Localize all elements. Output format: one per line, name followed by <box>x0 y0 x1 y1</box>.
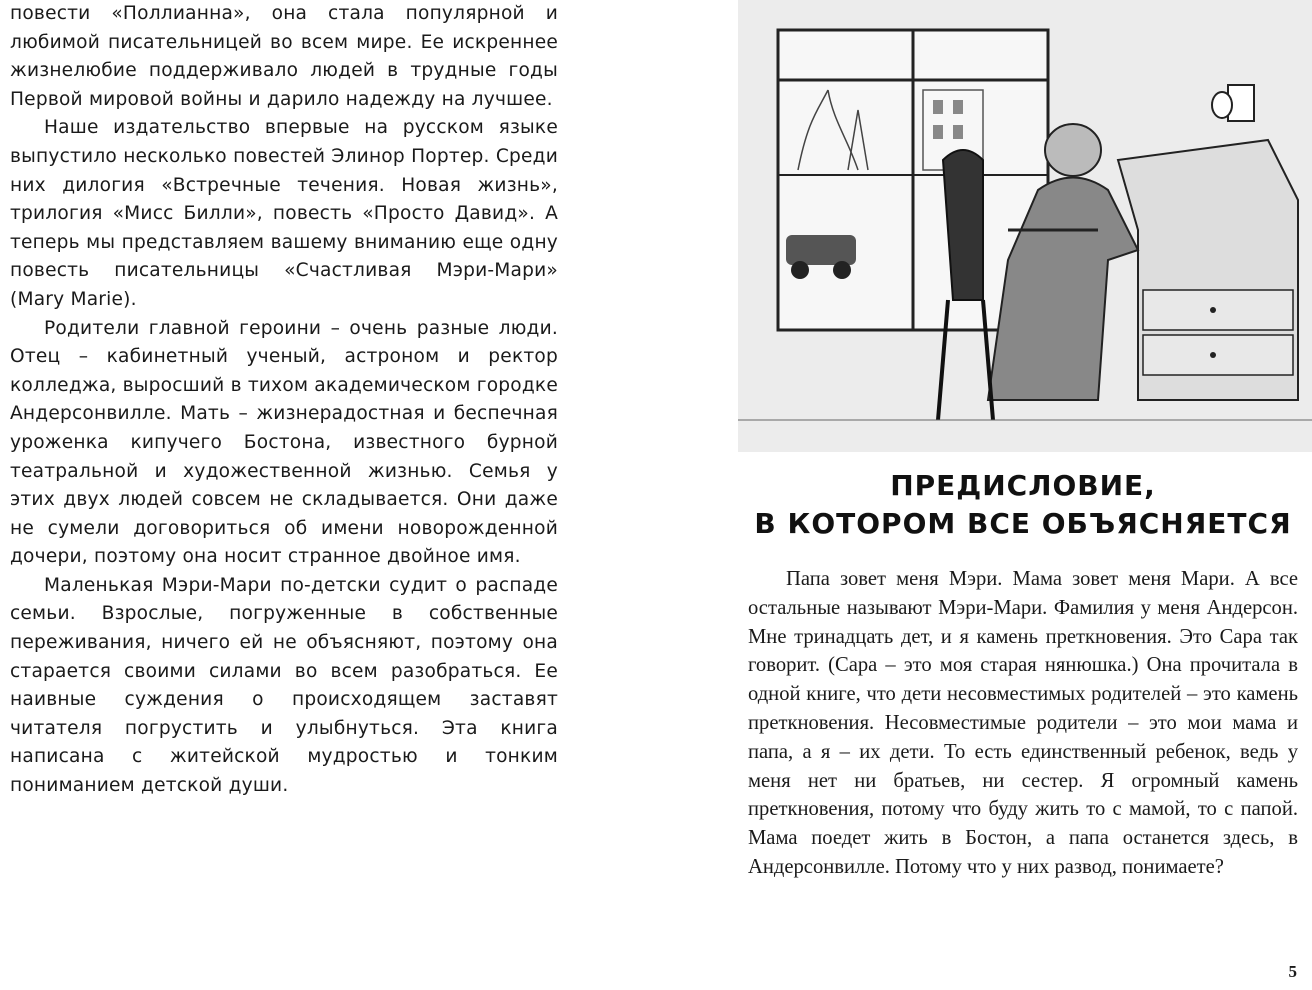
left-paragraph-4: Маленькая Мэри-Мари по-детски судит о распаде семьи. Взрослые, погруженные в собственные переживания, ничего ей не объясняют, поэтому она старается своими силами во всем разобраться. Ее наивные суждения о происходящем заставят читателя погрустить и улыбнуться. Эта книга написана с житейской мудростью и тонким пониманием детской души. <box>10 574 558 797</box>
woman-writing-at-desk-illustration <box>738 0 1312 452</box>
page-number: 5 <box>1288 962 1297 981</box>
left-paragraph-3: Родители главной героини – очень разные люди. Отец – кабинетный ученый, астроном и ректор колледжа, выросший в тихом академическом городке Андерсонвилле. Мать – жизнерадостная и беспечная уроженка кипучего Бостона, известного бурной театральной и художественной жизнью. Семья у этих двух людей совсем не складывается. Они даже не сумели договориться об имени новорожденной дочери, поэтому она носит странное двойное имя. <box>10 317 558 568</box>
chapter-heading-line1: ПРЕДИСЛОВИЕ, <box>890 469 1156 502</box>
chapter-heading <box>748 467 1298 543</box>
right-page-text <box>748 565 1298 882</box>
left-paragraph-2: Наше издательство впервые на русском языке выпустило несколько повестей Элинор Портер. Среди них дилогия «Встречные течения. Новая жизнь», трилогия «Мисс Билли», повесть «Просто Давид». А теперь мы представляем вашему вниманию еще одну повесть писательницы «Счастливая Мэри-Мари» (Mary Marie). <box>10 117 558 310</box>
chapter-heading-line2: В КОТОРОМ ВСЕ ОБЪЯСНЯЕТСЯ <box>754 507 1292 540</box>
left-paragraph-1: повести «Поллианна», она стала популярной и любимой писательницей во всем мире. Ее искреннее жизнелюбие поддерживало людей в трудные годы Первой мировой войны и дарило надежду на лучшее. <box>10 3 558 110</box>
right-paragraph: Папа зовет меня Мэри. Мама зовет меня Мари. А все остальные называют Мэри-Мари. Фамилия у меня Андерсон. Мне тринадцать дет, и я камень преткновения. Это Сара так говорит. (Сара – это моя старая нянюшка.) Она прочитала в одной книге, что дети несовместимых родителей – это камень преткновения. Несовместимые родители – это мои мама и папа, а я – их дети. То есть единственный ребенок, ведь у меня нет ни братьев, ни сестер. Я огромный камень преткновения, потому что буду жить то с мамой, то с папой. Мама поедет жить в Бостон, а папа останется здесь, в Андерсонвилле. Потому что у них развод, понимаете? <box>748 568 1298 878</box>
left-page <box>10 0 558 801</box>
